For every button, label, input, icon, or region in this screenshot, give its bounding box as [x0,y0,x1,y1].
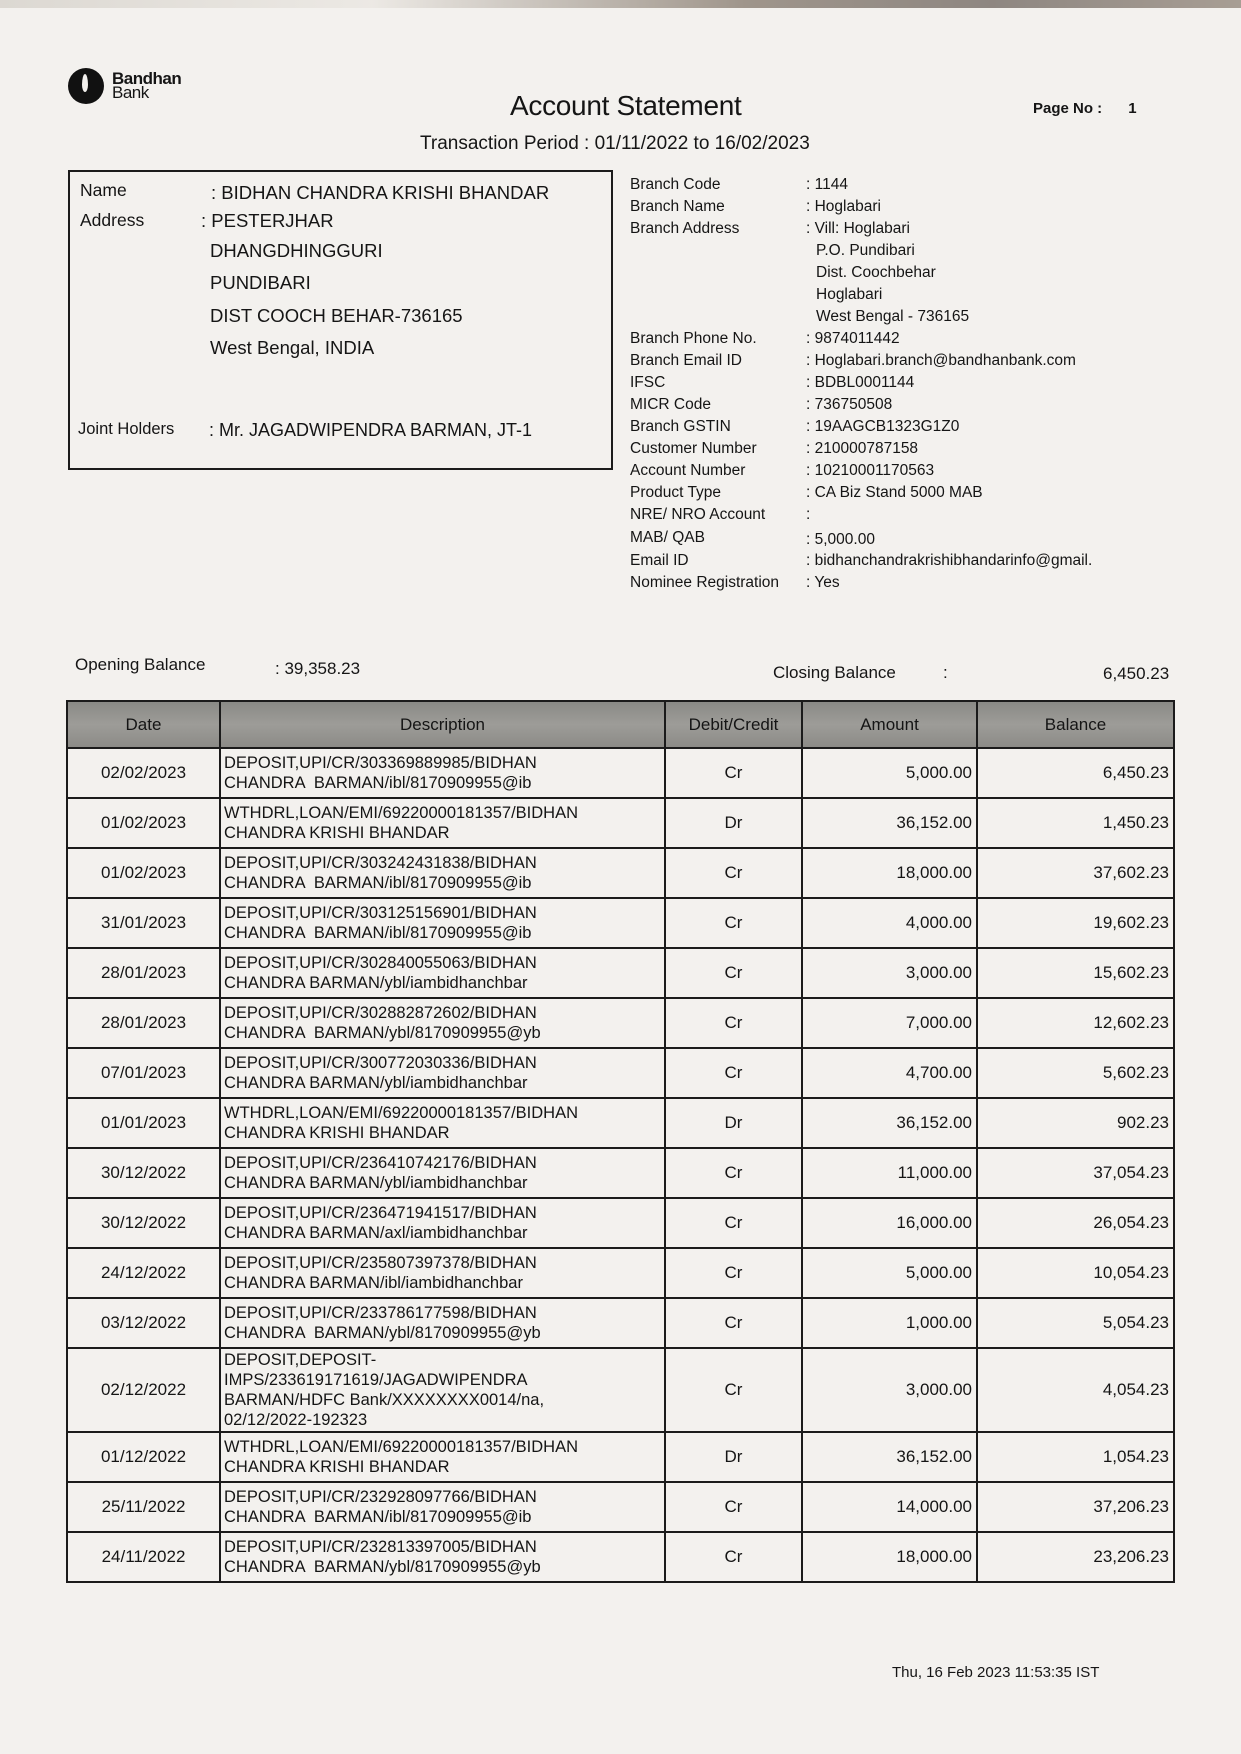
cell-debit-credit: Cr [665,1348,802,1432]
description-line: CHANDRA BARMAN/ybl/iambidhanchbar [224,1174,528,1192]
cell-debit-credit: Cr [665,998,802,1048]
description-line: DEPOSIT,UPI/CR/235807397378/BIDHAN [224,1254,537,1272]
description-line: DEPOSIT,UPI/CR/232813397005/BIDHAN [224,1538,537,1556]
col-balance: Balance [977,701,1174,748]
table-row [67,1248,1174,1298]
cell-balance: 15,602.23 [977,948,1174,998]
description-line: CHANDRA KRISHI BHANDAR [224,1458,450,1476]
cell-date: 01/12/2022 [67,1432,220,1482]
cell-debit-credit: Cr [665,1198,802,1248]
cell-amount: 36,152.00 [802,1098,977,1148]
cell-debit-credit: Cr [665,1048,802,1098]
description-line: DEPOSIT,UPI/CR/303369889985/BIDHAN [224,754,537,772]
cell-description [220,1348,665,1432]
cell-amount: 18,000.00 [802,848,977,898]
page-number-label: Page No : [1033,100,1103,117]
cell-date: 28/01/2023 [67,998,220,1048]
col-description: Description [220,701,665,748]
cell-description [220,1148,665,1198]
joint-holders-value: : Mr. JAGADWIPENDRA BARMAN, JT-1 [209,420,533,440]
description-line: DEPOSIT,UPI/CR/236471941517/BIDHAN [224,1204,537,1222]
cell-date: 24/11/2022 [67,1532,220,1582]
cell-description [220,1198,665,1248]
cell-debit-credit: Dr [665,1432,802,1482]
description-line: DEPOSIT,UPI/CR/233786177598/BIDHAN [224,1304,537,1322]
address-line: DIST COOCH BEHAR-736165 [210,305,463,326]
cell-debit-credit: Cr [665,948,802,998]
cell-description [220,948,665,998]
opening-balance-value: : 39,358.23 [275,659,361,678]
description-line: DEPOSIT,UPI/CR/302840055063/BIDHAN [224,954,537,972]
col-amount: Amount [802,701,977,748]
name-label: Name [80,180,127,200]
cell-balance: 6,450.23 [977,748,1174,798]
col-debit-credit: Debit/Credit [665,701,802,748]
cell-date: 25/11/2022 [67,1482,220,1532]
address-line: DHANGDHINGGURI [210,240,383,261]
cell-debit-credit: Cr [665,848,802,898]
cell-description [220,1532,665,1582]
cell-amount: 18,000.00 [802,1532,977,1582]
description-line: CHANDRA BARMAN/ibl/8170909955@ib [224,1508,532,1526]
cell-amount: 1,000.00 [802,1298,977,1348]
transactions-body [67,748,1174,1582]
description-line: CHANDRA BARMAN/ybl/8170909955@yb [224,1558,541,1576]
table-row [67,1198,1174,1248]
cell-debit-credit: Cr [665,898,802,948]
table-row [67,848,1174,898]
table-row [67,1098,1174,1148]
table-header-row [67,701,1174,748]
cell-balance: 902.23 [977,1098,1174,1148]
cell-amount: 5,000.00 [802,748,977,798]
page-number-value: 1 [1128,100,1137,117]
cell-date: 24/12/2022 [67,1248,220,1298]
description-line: WTHDRL,LOAN/EMI/69220000181357/BIDHAN [224,804,578,822]
bank-name-line2: Bank [112,83,149,102]
cell-debit-credit: Cr [665,1482,802,1532]
cell-date: 28/01/2023 [67,948,220,998]
cell-balance: 5,054.23 [977,1298,1174,1348]
table-row [67,1432,1174,1482]
cell-description [220,1098,665,1148]
cell-debit-credit: Dr [665,798,802,848]
transactions-table [66,700,1175,1583]
bank-name-line1: Bandhan [112,69,182,88]
description-line: CHANDRA BARMAN/ibl/8170909955@ib [224,924,532,942]
table-row [67,1532,1174,1582]
description-line: WTHDRL,LOAN/EMI/69220000181357/BIDHAN [224,1438,578,1456]
cell-amount: 4,000.00 [802,898,977,948]
description-line: CHANDRA BARMAN/axl/iambidhanchbar [224,1224,528,1242]
description-line: DEPOSIT,UPI/CR/303125156901/BIDHAN [224,904,537,922]
cell-balance: 37,206.23 [977,1482,1174,1532]
description-line: CHANDRA BARMAN/ybl/iambidhanchbar [224,974,528,992]
cell-date: 31/01/2023 [67,898,220,948]
cell-date: 07/01/2023 [67,1048,220,1098]
page-number [1033,100,1137,117]
cell-balance: 1,450.23 [977,798,1174,848]
description-line: CHANDRA KRISHI BHANDAR [224,824,450,842]
cell-balance: 37,602.23 [977,848,1174,898]
bank-logo [68,68,181,104]
table-row [67,798,1174,848]
cell-description [220,1432,665,1482]
cell-description [220,1048,665,1098]
description-line: WTHDRL,LOAN/EMI/69220000181357/BIDHAN [224,1104,578,1122]
description-line: DEPOSIT,DEPOSIT- [224,1351,377,1369]
closing-balance-colon: : [943,663,948,682]
cell-debit-credit: Cr [665,1248,802,1298]
page-title: Account Statement [510,90,742,121]
table-row [67,948,1174,998]
table-row [67,1298,1174,1348]
description-line: DEPOSIT,UPI/CR/300772030336/BIDHAN [224,1054,537,1072]
cell-date: 02/02/2023 [67,748,220,798]
opening-balance [75,655,205,675]
description-line: CHANDRA BARMAN/ybl/8170909955@yb [224,1024,541,1042]
bandhan-logo-icon [68,68,104,104]
description-line: CHANDRA BARMAN/ibl/8170909955@ib [224,874,532,892]
cell-amount: 11,000.00 [802,1148,977,1198]
description-line: IMPS/233619171619/JAGADWIPENDRA [224,1371,528,1389]
table-row [67,1482,1174,1532]
table-row [67,1048,1174,1098]
cell-description [220,898,665,948]
cell-date: 03/12/2022 [67,1298,220,1348]
opening-balance-label: Opening Balance [75,655,206,674]
description-line: CHANDRA BARMAN/ibl/iambidhanchbar [224,1274,523,1292]
cell-amount: 7,000.00 [802,998,977,1048]
cell-balance: 23,206.23 [977,1532,1174,1582]
cell-amount: 5,000.00 [802,1248,977,1298]
cell-balance: 5,602.23 [977,1048,1174,1098]
print-timestamp: Thu, 16 Feb 2023 11:53:35 IST [892,1664,1100,1681]
cell-amount: 14,000.00 [802,1482,977,1532]
cell-description [220,998,665,1048]
cell-debit-credit: Cr [665,748,802,798]
cell-description [220,1248,665,1298]
cell-description [220,1482,665,1532]
address-line: : PESTERJHAR [201,210,334,231]
table-row [67,748,1174,798]
cell-description [220,748,665,798]
cell-description [220,1298,665,1348]
cell-balance: 4,054.23 [977,1348,1174,1432]
table-row [67,1348,1174,1432]
description-line: DEPOSIT,UPI/CR/303242431838/BIDHAN [224,854,537,872]
cell-amount: 3,000.00 [802,948,977,998]
cell-date: 30/12/2022 [67,1198,220,1248]
address-line: PUNDIBARI [210,272,311,293]
cell-amount: 36,152.00 [802,1432,977,1482]
cell-debit-credit: Cr [665,1298,802,1348]
cell-date: 02/12/2022 [67,1348,220,1432]
table-row [67,1148,1174,1198]
customer-info-box [68,170,613,470]
description-line: DEPOSIT,UPI/CR/232928097766/BIDHAN [224,1488,537,1506]
cell-amount: 3,000.00 [802,1348,977,1432]
description-line: 02/12/2022-192323 [224,1411,368,1429]
cell-debit-credit: Dr [665,1098,802,1148]
cell-balance: 26,054.23 [977,1198,1174,1248]
cell-date: 01/02/2023 [67,798,220,848]
cell-amount: 16,000.00 [802,1198,977,1248]
cell-date: 01/02/2023 [67,848,220,898]
cell-balance: 1,054.23 [977,1432,1174,1482]
cell-balance: 19,602.23 [977,898,1174,948]
cell-description [220,798,665,848]
table-row [67,898,1174,948]
name-value: : BIDHAN CHANDRA KRISHI BHANDAR [211,182,550,203]
cell-balance: 12,602.23 [977,998,1174,1048]
cell-debit-credit: Cr [665,1532,802,1582]
table-row [67,998,1174,1048]
cell-balance: 37,054.23 [977,1148,1174,1198]
transaction-period: Transaction Period : 01/11/2022 to 16/02/2023 [420,133,810,154]
cell-amount: 36,152.00 [802,798,977,848]
cell-date: 30/12/2022 [67,1148,220,1198]
description-line: DEPOSIT,UPI/CR/236410742176/BIDHAN [224,1154,537,1172]
closing-balance-value: 6,450.23 [1103,664,1170,683]
joint-holders-label: Joint Holders [78,420,175,438]
address-line: West Bengal, INDIA [210,337,375,358]
cell-debit-credit: Cr [665,1148,802,1198]
cell-balance: 10,054.23 [977,1248,1174,1298]
cell-date: 01/01/2023 [67,1098,220,1148]
closing-balance-label: Closing Balance [773,663,896,682]
cell-description [220,848,665,898]
address-label: Address [80,210,145,230]
description-line: BARMAN/HDFC Bank/XXXXXXXX0014/na, [224,1391,545,1409]
col-date: Date [67,701,220,748]
description-line: CHANDRA BARMAN/ybl/iambidhanchbar [224,1074,528,1092]
cell-amount: 4,700.00 [802,1048,977,1098]
scan-edge [0,0,1241,8]
description-line: CHANDRA BARMAN/ibl/8170909955@ib [224,774,532,792]
description-line: CHANDRA BARMAN/ybl/8170909955@yb [224,1324,541,1342]
description-line: DEPOSIT,UPI/CR/302882872602/BIDHAN [224,1004,537,1022]
description-line: CHANDRA KRISHI BHANDAR [224,1124,450,1142]
